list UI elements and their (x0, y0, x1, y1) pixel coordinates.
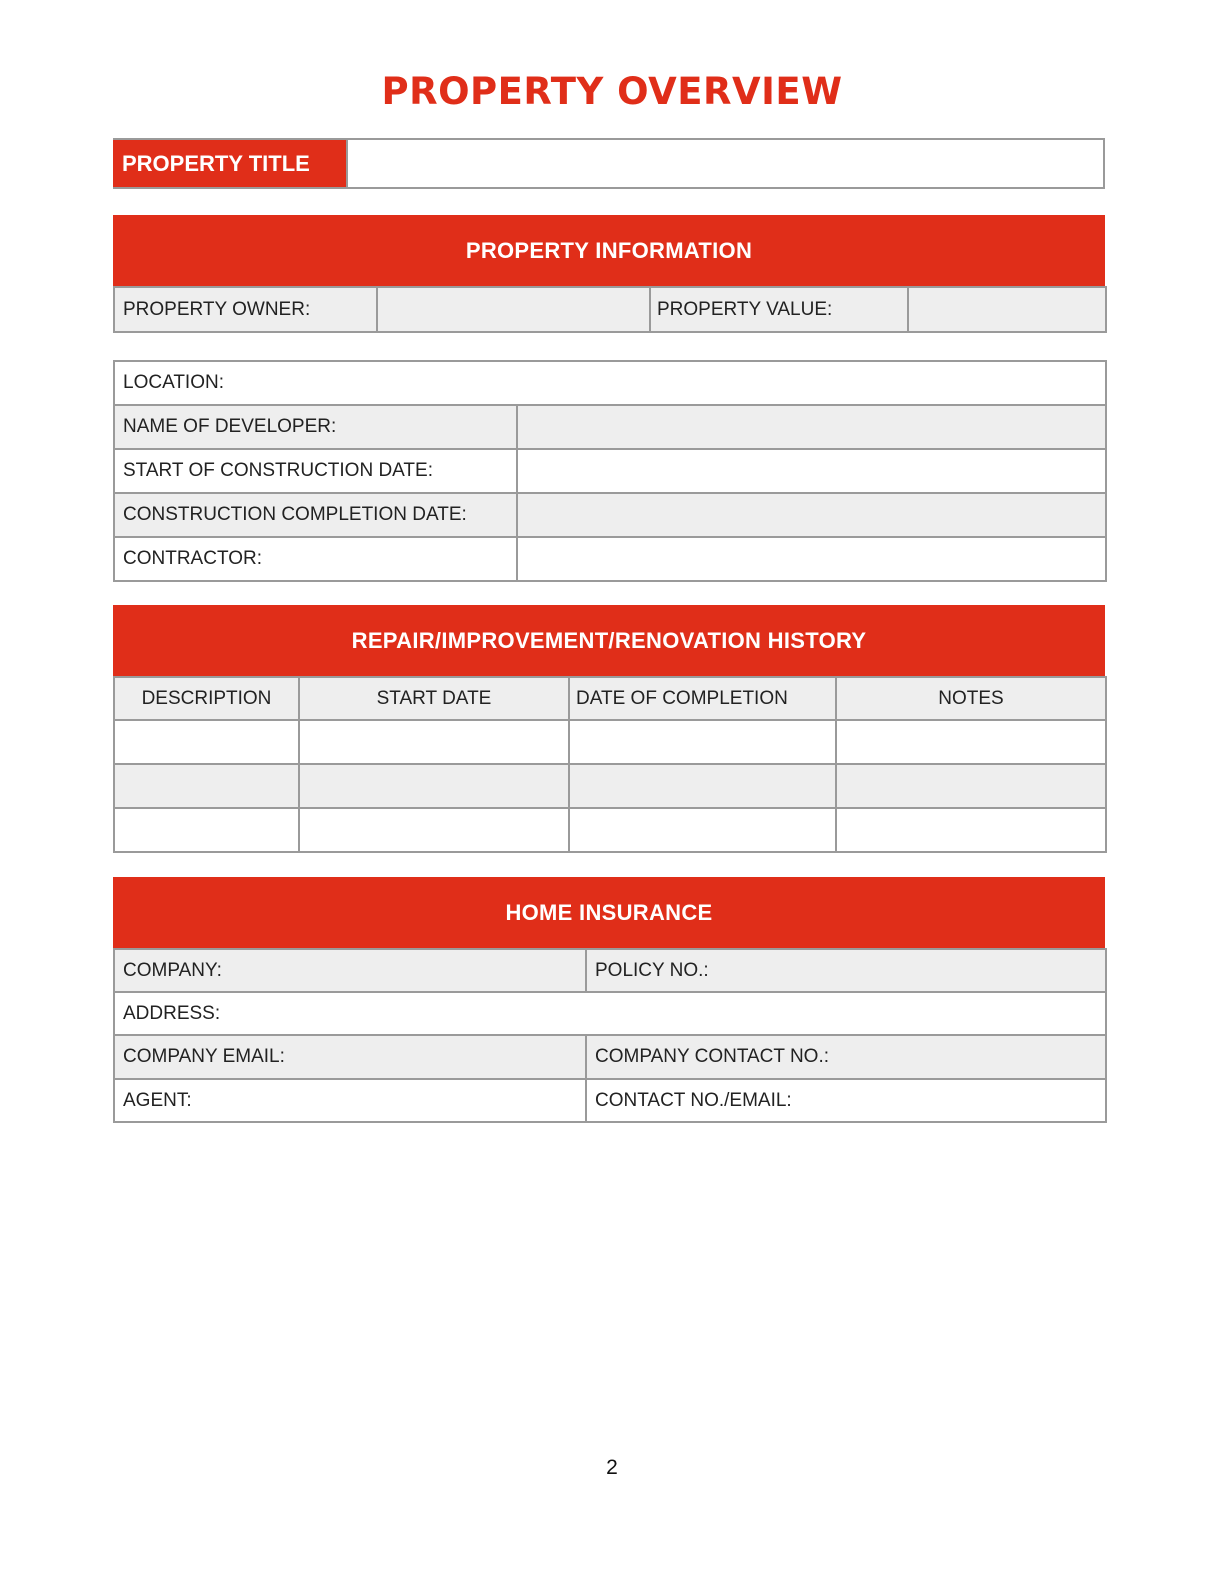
developer-label: NAME OF DEVELOPER: (114, 405, 517, 449)
table-row (114, 808, 1106, 852)
column-header-start-date: START DATE (299, 677, 569, 720)
location-details-section (113, 360, 1105, 582)
column-header-notes: NOTES (836, 677, 1106, 720)
page-title: PROPERTY OVERVIEW (381, 70, 843, 113)
home-insurance-section (113, 877, 1105, 1123)
contractor-field[interactable] (517, 537, 1106, 581)
completion-date-cell[interactable] (569, 808, 836, 852)
column-header-date-of-completion: DATE OF COMPLETION (569, 677, 836, 720)
construction-start-field[interactable] (517, 449, 1106, 493)
start-date-cell[interactable] (299, 808, 569, 852)
construction-completion-label: CONSTRUCTION COMPLETION DATE: (114, 493, 517, 537)
table-row (114, 764, 1106, 808)
construction-start-label: START OF CONSTRUCTION DATE: (114, 449, 517, 493)
developer-field[interactable] (517, 405, 1106, 449)
property-value-field[interactable] (908, 287, 1106, 332)
address-field[interactable]: ADDRESS: (114, 992, 1106, 1035)
construction-completion-field[interactable] (517, 493, 1106, 537)
notes-cell[interactable] (836, 808, 1106, 852)
policy-number-field[interactable]: POLICY NO.: (586, 949, 1106, 992)
location-field[interactable]: LOCATION: (114, 361, 1106, 405)
description-cell[interactable] (114, 808, 299, 852)
property-owner-label: PROPERTY OWNER: (114, 287, 377, 332)
history-section (113, 605, 1105, 853)
table-row (114, 720, 1106, 764)
section-heading: HOME INSURANCE (113, 877, 1105, 948)
company-contact-field[interactable]: COMPANY CONTACT NO.: (586, 1035, 1106, 1079)
property-title-field[interactable] (348, 140, 1103, 187)
property-title-row (113, 138, 1105, 189)
property-owner-field[interactable] (377, 287, 650, 332)
agent-contact-field[interactable]: CONTACT NO./EMAIL: (586, 1079, 1106, 1122)
start-date-cell[interactable] (299, 720, 569, 764)
agent-field[interactable]: AGENT: (114, 1079, 586, 1122)
notes-cell[interactable] (836, 764, 1106, 808)
column-header-description: DESCRIPTION (114, 677, 299, 720)
property-title-label: PROPERTY TITLE (113, 140, 348, 187)
description-cell[interactable] (114, 764, 299, 808)
page-number: 2 (606, 1456, 618, 1479)
company-field[interactable]: COMPANY: (114, 949, 586, 992)
completion-date-cell[interactable] (569, 720, 836, 764)
description-cell[interactable] (114, 720, 299, 764)
completion-date-cell[interactable] (569, 764, 836, 808)
section-heading: REPAIR/IMPROVEMENT/RENOVATION HISTORY (113, 605, 1105, 676)
company-email-field[interactable]: COMPANY EMAIL: (114, 1035, 586, 1079)
notes-cell[interactable] (836, 720, 1106, 764)
section-heading: PROPERTY INFORMATION (113, 215, 1105, 286)
contractor-label: CONTRACTOR: (114, 537, 517, 581)
property-value-label: PROPERTY VALUE: (650, 287, 908, 332)
start-date-cell[interactable] (299, 764, 569, 808)
property-information-section (113, 215, 1105, 333)
